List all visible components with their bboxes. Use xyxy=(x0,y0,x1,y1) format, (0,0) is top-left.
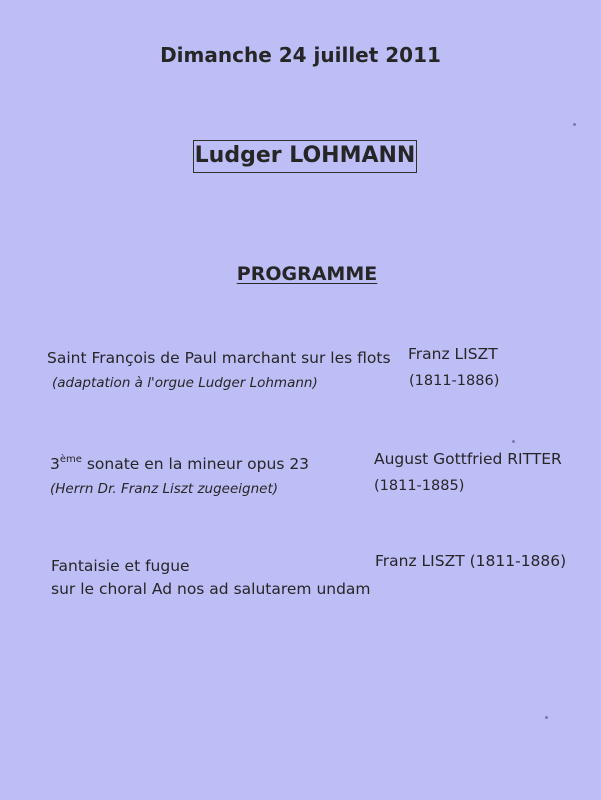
work-2-composer: August Gottfried RITTER xyxy=(374,450,562,468)
work-1-composer: Franz LISZT xyxy=(408,345,498,363)
work-1-years: (1811-1886) xyxy=(409,373,500,389)
concert-date: Dimanche 24 juillet 2011 xyxy=(160,43,441,67)
work-2-note: (Herrn Dr. Franz Liszt zugeeignet) xyxy=(50,481,279,497)
work-3-title-line-2: sur le choral Ad nos ad salutarem undam xyxy=(51,580,371,598)
work-2-title-superscript: ème xyxy=(59,454,82,465)
work-2-title-number: 3 xyxy=(50,455,60,473)
work-2-title-rest: sonate en la mineur opus 23 xyxy=(81,455,310,473)
work-3-composer-and-years: Franz LISZT (1811-1886) xyxy=(375,552,567,570)
scan-speck xyxy=(573,123,576,126)
work-1-title: Saint François de Paul marchant sur les flots xyxy=(47,349,391,367)
work-3-title-line-1: Fantaisie et fugue xyxy=(51,557,190,575)
work-2-years: (1811-1885) xyxy=(374,478,465,494)
work-1-note: (adaptation à l'orgue Ludger Lohmann) xyxy=(52,375,318,391)
programme-heading: PROGRAMME xyxy=(236,263,378,285)
scan-speck xyxy=(545,716,548,719)
performer-name: Ludger LOHMANN xyxy=(194,143,416,168)
work-2-title xyxy=(50,456,309,474)
scan-speck xyxy=(512,440,515,443)
